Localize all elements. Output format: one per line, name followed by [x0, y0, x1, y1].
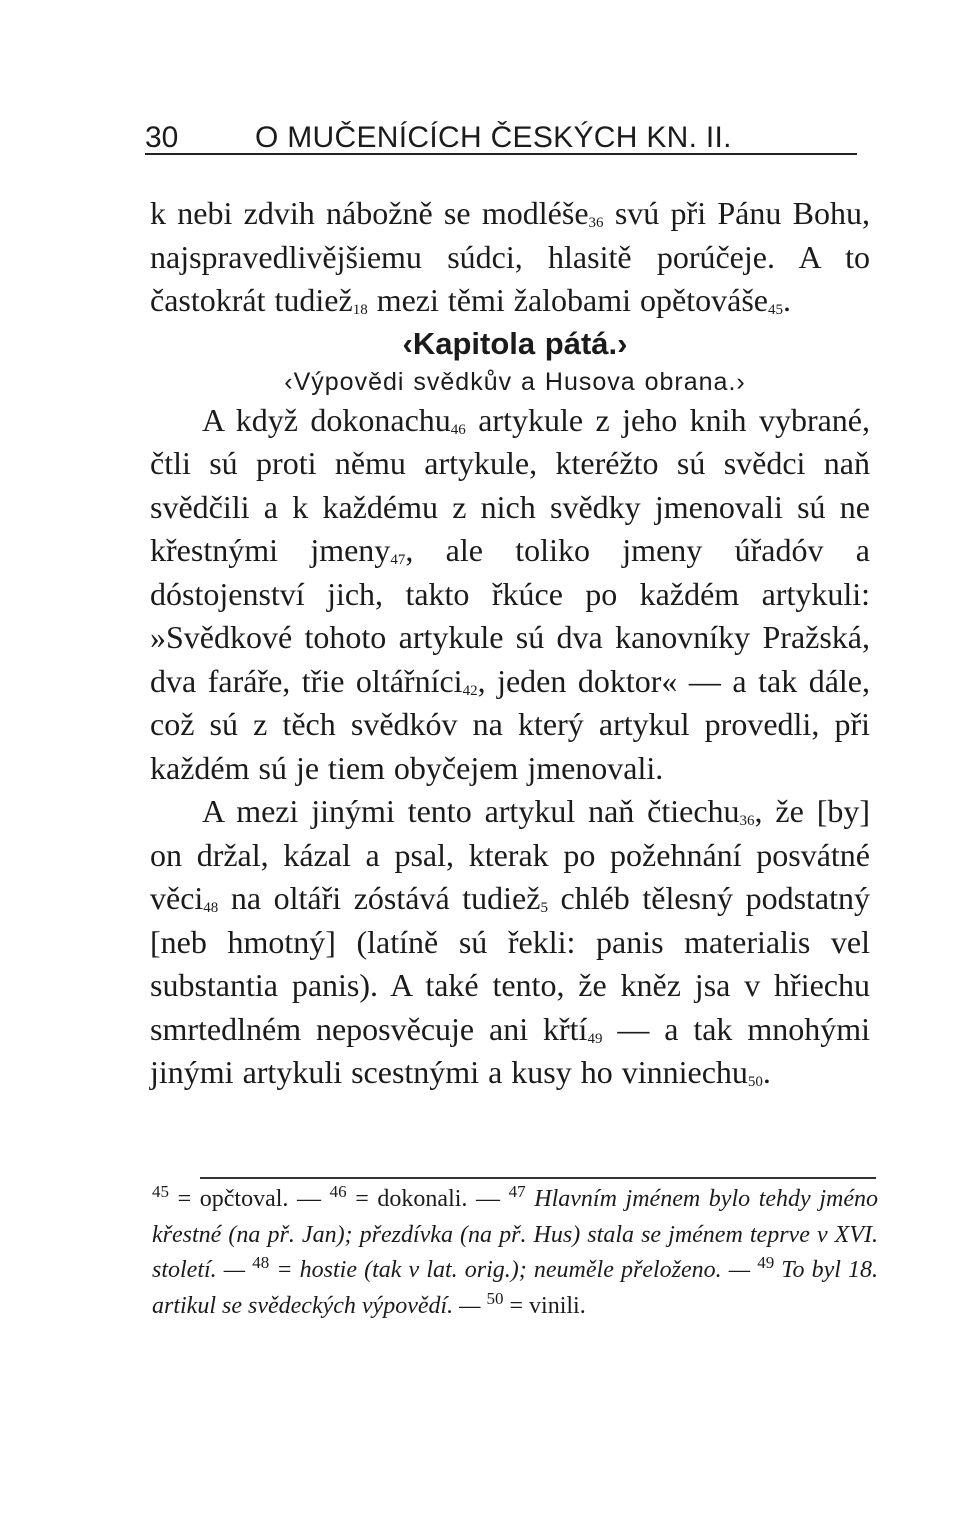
text-run: , jeden doktor« — a tak dále, což sú z těch svědkóv na který artykul provedli, při každém sú je tiem obyčejem jmenovali. — [150, 662, 871, 786]
footnote-text: = hostie (tak v lat. orig.); neuměle přeloženo. — — [269, 1257, 758, 1283]
running-title: O MUČENÍCÍCH ČESKÝCH KN. II. — [255, 121, 732, 154]
text-run: mezi těmi žalobami opětováše — [367, 282, 768, 318]
text-run: — a tak mnohými jinými artykuli scestnými a kusy ho vinniechu — [150, 1010, 871, 1090]
footnote-text: = opčtoval. — — [169, 1186, 330, 1212]
text-run: . — [782, 282, 791, 318]
chapter-subtitle: ‹Výpovědi svědkův a Husova obrana.› — [284, 367, 746, 396]
chapter-title: ‹Kapitola pátá.› — [402, 325, 628, 361]
page-header — [145, 120, 855, 156]
reference-mark: 49 — [587, 1030, 603, 1047]
text-run: artykule z jeho knih vybrané, čtli sú proti němu artykule, kteréžto sú svědci naň svědčili a k každému z nich svědky jmenovali sú ne křestnými jmeny — [150, 401, 870, 568]
text-run: , ale toliko jmeny úřadóv a dóstojenství jich, takto řkúce po každém artykuli: »Svědkové tohoto artykule sú dva kanovníky Pražská, dva faráře, třie oltářníci — [150, 532, 871, 699]
reference-mark: 36 — [739, 813, 755, 829]
page-number: 30 — [145, 121, 179, 154]
footnote-number: 47 — [508, 1182, 526, 1201]
text-run: k nebi zdvih nábožně se modléše — [150, 195, 589, 231]
main-text — [150, 192, 870, 1095]
footnote-rule — [200, 1177, 876, 1179]
reference-mark: 48 — [203, 900, 219, 916]
footnote-number: 48 — [252, 1253, 270, 1272]
footnote-number: 46 — [329, 1182, 347, 1201]
reference-mark: 46 — [450, 421, 466, 438]
footnote-number: 49 — [757, 1253, 775, 1272]
text-run: A když dokonachu — [202, 401, 451, 438]
reference-mark: 18 — [352, 302, 368, 318]
reference-mark: 50 — [747, 1074, 763, 1090]
footnote-text: = dokonali. — — [346, 1186, 509, 1212]
footnote-text: Hlavním jménem bylo tehdy jméno křestné (na př. Jan); přezdívka (na př. Hus) stala se jménem teprve v XVI. století. — — [152, 1186, 878, 1283]
footnote-text: To byl 18. artikul se svědeckých výpovědí. — — [152, 1257, 879, 1319]
reference-mark: 42 — [462, 682, 478, 699]
paragraph-2 — [150, 399, 870, 791]
reference-mark: 45 — [767, 302, 783, 318]
text-run: A mezi jinými tento artykul naň čtiechu — [202, 793, 740, 829]
reference-mark: 5 — [540, 900, 548, 916]
text-run: chléb tělesný podstatný [neb hmotný] (latíně sú řekli: panis materialis vel substantia panis). A také tento, že kněz jsa v hřiechu smrtedlném neposvěcuje ani křtí — [150, 880, 871, 1047]
text-run: na oltáři zóstává tudiež — [218, 880, 541, 916]
text-run: svú při Pánu Bohu, najspravedlivějšiemu súdci, hlasitě porúčeje. A to častokrát tudiež — [150, 195, 871, 318]
text-run: , že [by] on držal, kázal a psal, kterak po požehnání posvátné věci — [150, 793, 871, 916]
footnote-number: 50 — [486, 1288, 504, 1308]
footnote-text: = vinili. — [503, 1292, 586, 1319]
paragraph-1 — [150, 192, 870, 323]
header-rule — [145, 153, 857, 155]
footnotes — [152, 1182, 878, 1324]
footnote-number: 45 — [152, 1182, 169, 1201]
paragraph-3 — [150, 790, 870, 1095]
text-run: . — [762, 1054, 771, 1090]
reference-mark: 36 — [588, 215, 604, 231]
reference-mark: 47 — [390, 552, 406, 568]
